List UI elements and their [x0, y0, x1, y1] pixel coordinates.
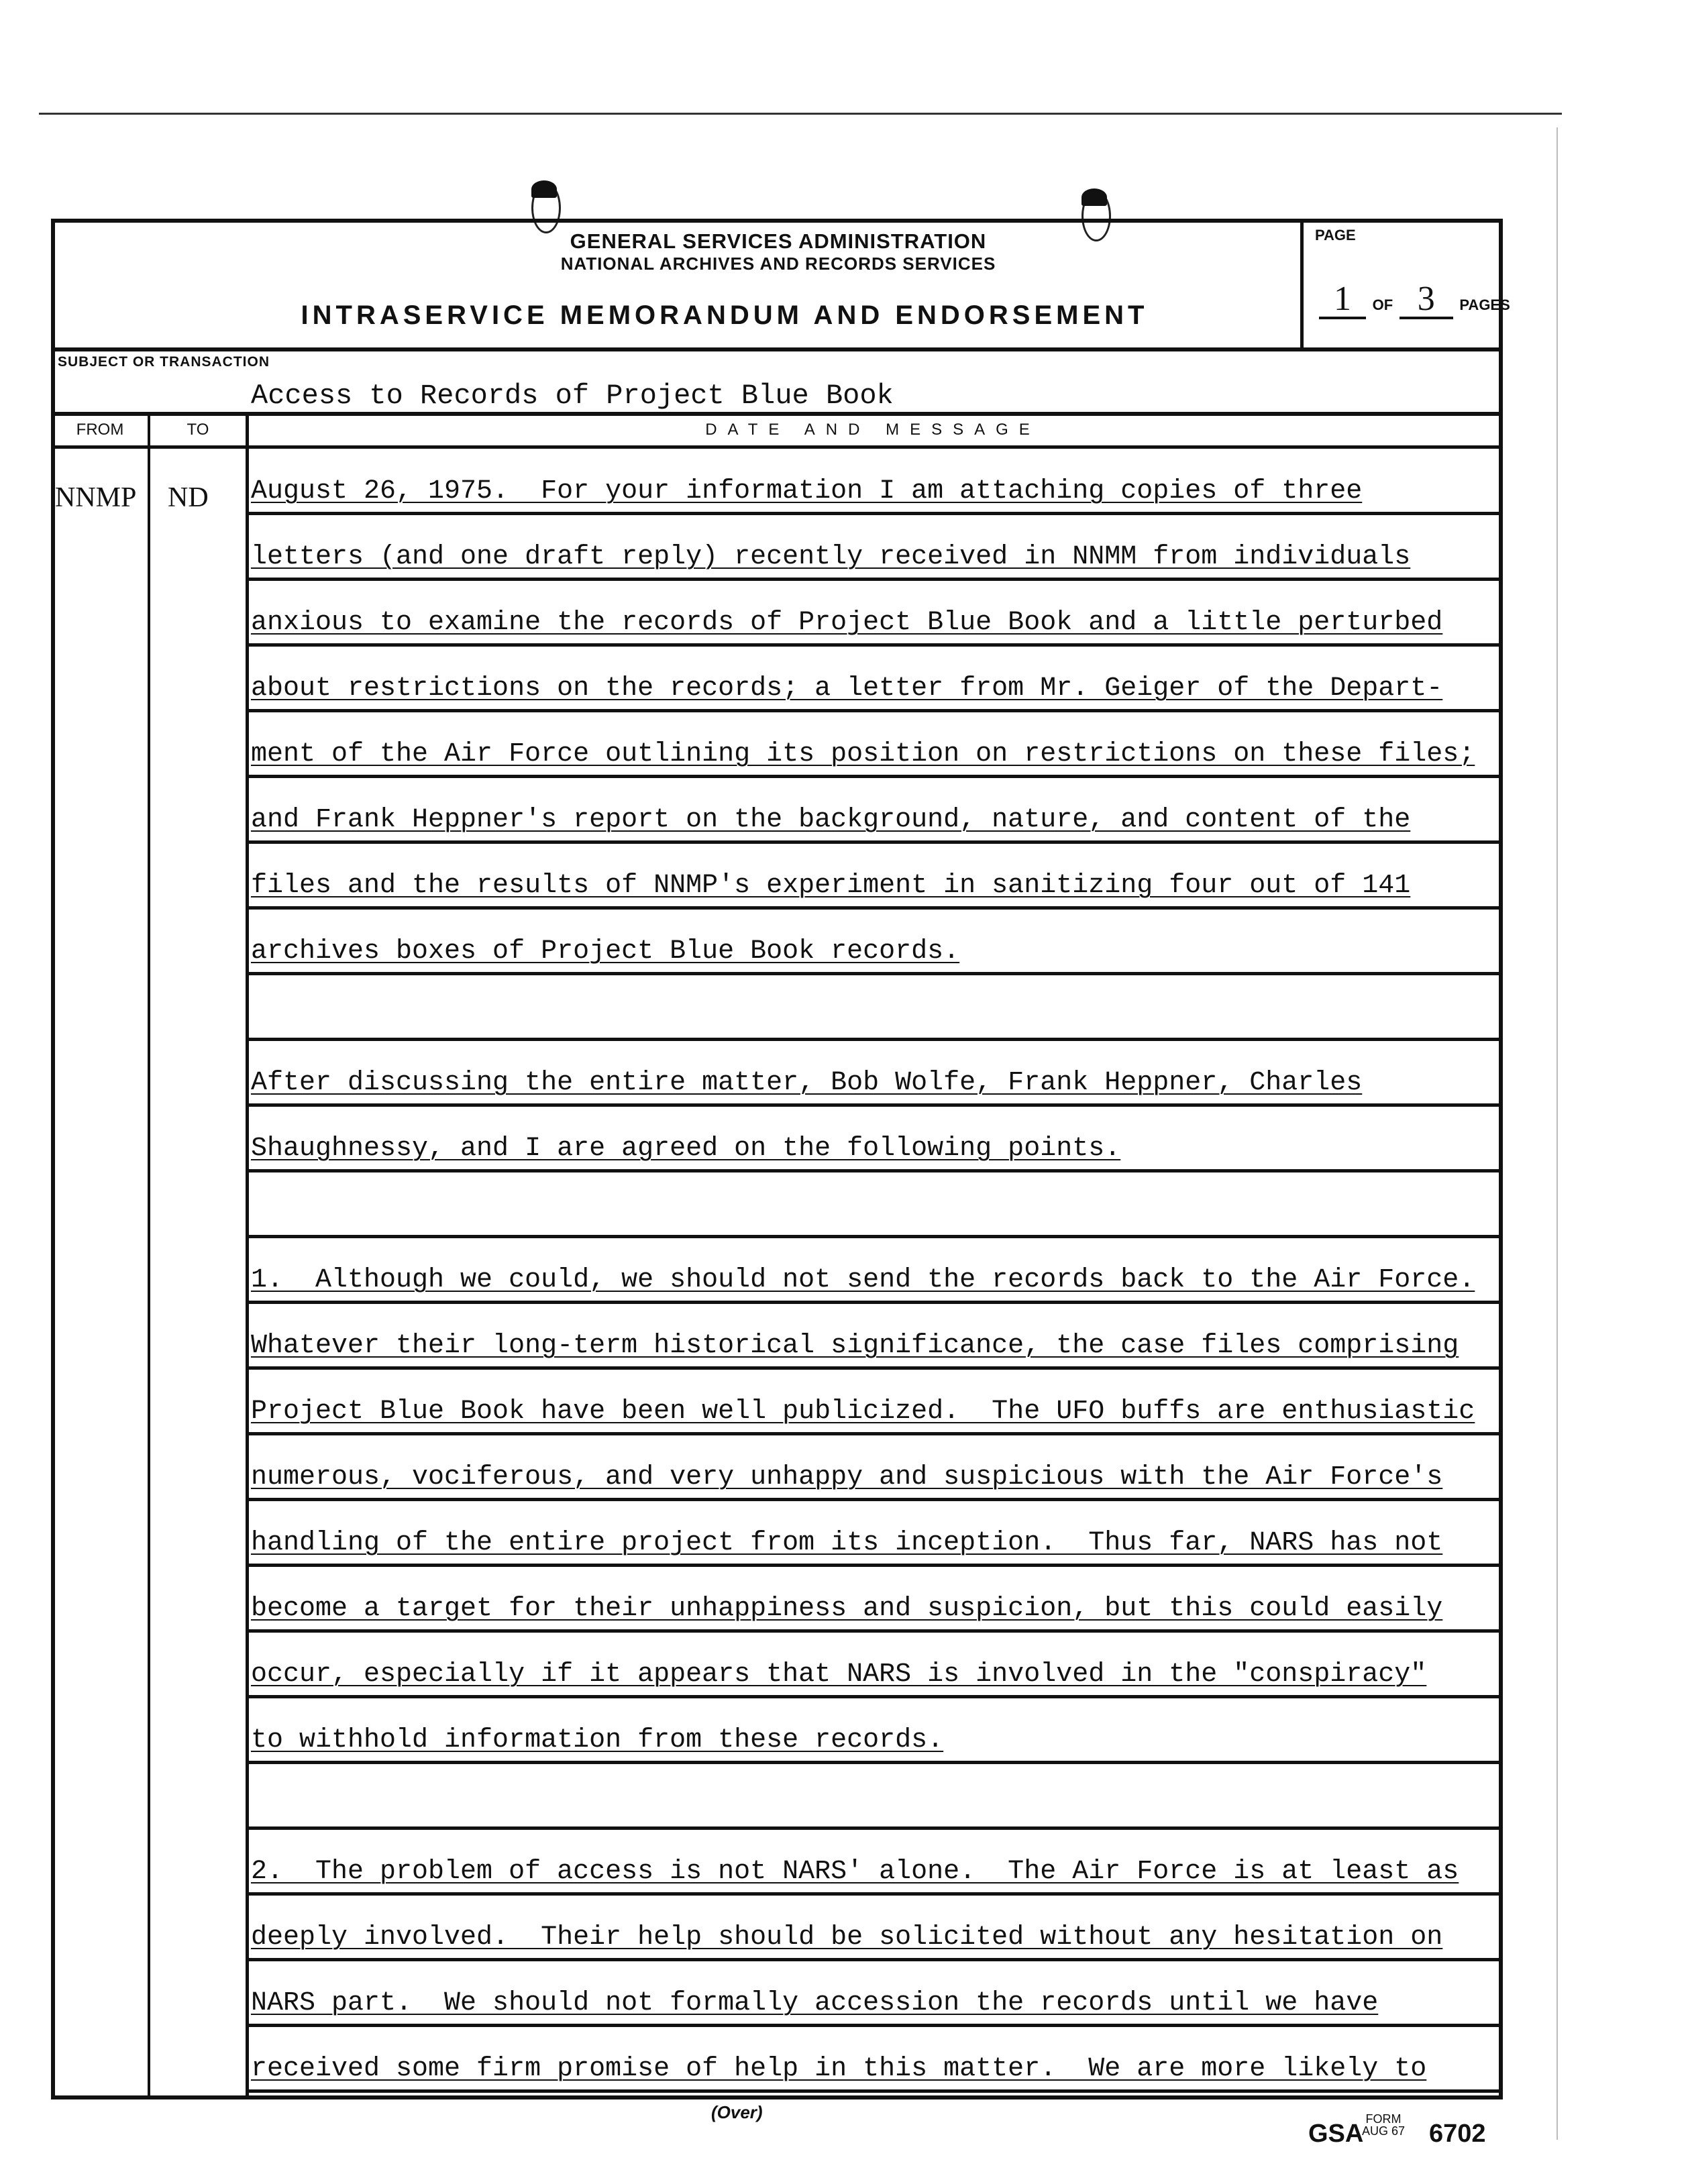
service-name: NATIONAL ARCHIVES AND RECORDS SERVICES	[560, 254, 996, 274]
column-header-to: TO	[187, 421, 209, 439]
message-line-text: archives boxes of Project Blue Book records.	[251, 936, 960, 967]
message-line	[247, 1501, 1499, 1567]
agency-name: GENERAL SERVICES ADMINISTRATION	[570, 229, 987, 253]
message-line	[247, 1764, 1499, 1830]
message-line	[247, 1041, 1499, 1107]
message-line-text: August 26, 1975. For your information I am attaching copies of three	[251, 476, 1363, 506]
message-line-text: anxious to examine the records of Project Blue Book and a little perturbed	[251, 608, 1443, 638]
message-line-text: occur, especially if it appears that NARS is involved in the "conspiracy"	[251, 1659, 1427, 1690]
message-line	[247, 712, 1499, 778]
page-of-label: OF	[1372, 296, 1393, 313]
message-line	[247, 1304, 1499, 1370]
message-line-text: received some firm promise of help in this matter. We are more likely to	[251, 2054, 1427, 2084]
page-right-edge	[1557, 127, 1558, 2140]
message-line	[247, 844, 1499, 910]
message-line-text: handling of the entire project from its inception. Thus far, NARS has not	[251, 1528, 1443, 1558]
subject-divider	[51, 412, 1503, 416]
message-line	[247, 910, 1499, 975]
message-line	[247, 1370, 1499, 1435]
message-line	[247, 1961, 1499, 2027]
message-line-text: ment of the Air Force outlining its position on restrictions on these files;	[251, 739, 1475, 769]
message-line	[247, 1698, 1499, 1764]
message-line-text: Whatever their long-term historical significance, the case files comprising	[251, 1331, 1459, 1361]
message-line	[247, 1107, 1499, 1172]
message-line	[247, 1830, 1499, 1896]
from-value: NNMP	[55, 482, 137, 513]
message-line	[247, 1896, 1499, 1961]
footer-form-number: 6702	[1429, 2120, 1486, 2148]
column-header-divider	[51, 445, 1503, 449]
page-label: PAGE	[1315, 227, 1356, 243]
message-line	[247, 1238, 1499, 1304]
message-line-text: letters (and one draft reply) recently received in NNMM from individuals	[251, 542, 1411, 572]
message-line-text: about restrictions on the records; a letter from Mr. Geiger of the Depart-	[251, 673, 1443, 704]
subject-label: SUBJECT OR TRANSACTION	[58, 354, 270, 370]
message-line-text: files and the results of NNMP's experiment in sanitizing four out of 141	[251, 871, 1411, 901]
footer-gsa: GSA	[1308, 2120, 1364, 2148]
message-line	[247, 1172, 1499, 1238]
message-line	[247, 581, 1499, 647]
message-line-text: After discussing the entire matter, Bob Wolfe, Frank Heppner, Charles	[251, 1068, 1363, 1098]
header-divider	[51, 347, 1503, 351]
page-box-divider	[1300, 219, 1304, 349]
message-line	[247, 2027, 1499, 2093]
message-line	[247, 778, 1499, 844]
message-line	[247, 1435, 1499, 1501]
page-top-edge	[39, 113, 1562, 115]
pages-label: PAGES	[1459, 296, 1510, 313]
message-line	[247, 647, 1499, 712]
message-line-text: NARS part. We should not formally accession the records until we have	[251, 1988, 1379, 2018]
message-line-text: numerous, vociferous, and very unhappy and suspicious with the Air Force's	[251, 1462, 1443, 1492]
footer-form-label: FORM	[1365, 2112, 1402, 2126]
form-title: INTRASERVICE MEMORANDUM AND ENDORSEMENT	[301, 301, 1149, 330]
column-header-date-and-message: DATE AND MESSAGE	[705, 421, 1041, 439]
message-line-text: 2. The problem of access is not NARS' alone. The Air Force is at least as	[251, 1857, 1459, 1887]
subject-value: Access to Records of Project Blue Book	[251, 380, 894, 412]
message-line	[247, 515, 1499, 581]
footer-over: (Over)	[711, 2102, 763, 2122]
to-value: ND	[168, 482, 209, 513]
footer-form-date: AUG 67	[1362, 2124, 1406, 2138]
message-line-text: Shaughnessy, and I are agreed on the following points.	[251, 1134, 1121, 1164]
message-line	[247, 449, 1499, 515]
footer-form-info	[1362, 2113, 1405, 2137]
message-line-text: 1. Although we could, we should not send the records back to the Air Force.	[251, 1265, 1475, 1295]
message-line-text: to withhold information from these records.	[251, 1725, 944, 1755]
message-line-text: Project Blue Book have been well publicized. The UFO buffs are enthusiastic	[251, 1397, 1475, 1427]
page-current: 1	[1319, 282, 1366, 319]
message-line-text: become a target for their unhappiness and suspicion, but this could easily	[251, 1594, 1443, 1624]
page-total: 3	[1400, 282, 1453, 319]
message-line	[247, 975, 1499, 1041]
message-line	[247, 1633, 1499, 1698]
message-line	[247, 1567, 1499, 1633]
message-line-text: deeply involved. Their help should be solicited without any hesitation on	[251, 1922, 1443, 1953]
column-header-from: FROM	[76, 421, 124, 439]
from-to-divider	[148, 416, 150, 2099]
page-count	[1319, 282, 1510, 319]
message-line-text: and Frank Heppner's report on the background, nature, and content of the	[251, 805, 1411, 835]
